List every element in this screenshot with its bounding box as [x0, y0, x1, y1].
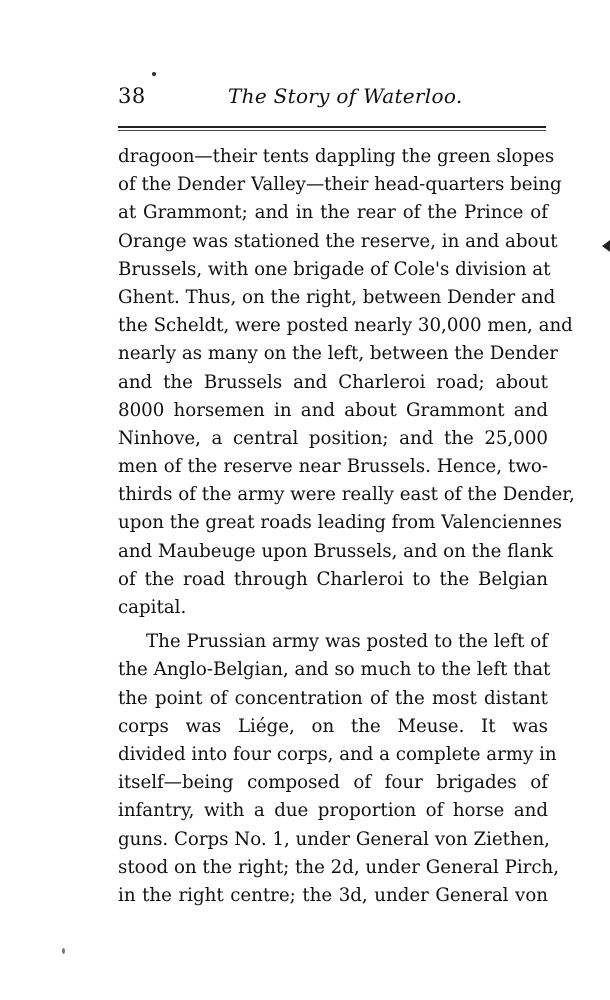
text-line: stood on the right; the 2d, under General Pirch, — [118, 856, 560, 878]
text-line: The Prussian army was posted to the left of — [146, 631, 548, 653]
text-line: Orange was stationed the reserve, in and about — [118, 230, 558, 252]
page-header — [118, 84, 548, 114]
text-line: guns. Corps No. 1, under General von Ziethen, — [118, 828, 550, 850]
text-line: itself—being composed of four brigades of — [118, 772, 548, 794]
text-line: Ninhove, a central position; and the 25,000 — [118, 427, 548, 449]
text-line: corps was Liége, on the Meuse. It was — [118, 715, 548, 737]
text-line: in the right centre; the 3d, under General von — [118, 884, 548, 906]
text-line: the Scheldt, were posted nearly 30,000 men, and — [118, 315, 573, 337]
paragraph-1 — [118, 143, 575, 622]
text-line: the point of concentration of the most distant — [118, 687, 548, 709]
ink-speck — [152, 72, 156, 76]
page-number: 38 — [118, 84, 146, 108]
running-title: The Story of Waterloo. — [228, 84, 463, 108]
text-line: of the road through Charleroi to the Belgian — [118, 568, 548, 590]
text-line: upon the great roads leading from Valenciennes — [118, 512, 562, 534]
text-line: infantry, with a due proportion of horse and — [118, 800, 548, 822]
text-line: divided into four corps, and a complete army in — [118, 743, 557, 765]
text-line: and Maubeuge upon Brussels, and on the flank — [118, 540, 553, 562]
text-line: and the Brussels and Charleroi road; about — [118, 371, 548, 393]
ink-speck — [62, 948, 65, 954]
text-line: 8000 horsemen in and about Grammont and — [118, 399, 548, 421]
text-line: dragoon—their tents dappling the green slopes — [118, 146, 555, 167]
text-line: at Grammont; and in the rear of the Prince of — [118, 202, 548, 224]
text-line: thirds of the army were really east of the Dender, — [118, 484, 575, 506]
text-line: men of the reserve near Brussels. Hence, two- — [118, 456, 548, 478]
body-text — [118, 143, 575, 910]
page-edge-mark — [602, 240, 610, 252]
text-line: of the Dender Valley—their head-quarters being — [118, 174, 562, 196]
header-rule — [118, 126, 546, 128]
text-line: Brussels, with one brigade of Cole's division at — [118, 258, 551, 280]
header-rule-thin — [118, 130, 546, 131]
text-line: nearly as many on the left, between the Dender — [118, 343, 558, 365]
paragraph-2 — [118, 628, 560, 910]
text-line: the Anglo-Belgian, and so much to the left that — [118, 659, 551, 681]
text-line: Ghent. Thus, on the right, between Dender and — [118, 286, 556, 308]
text-line: capital. — [118, 597, 187, 618]
